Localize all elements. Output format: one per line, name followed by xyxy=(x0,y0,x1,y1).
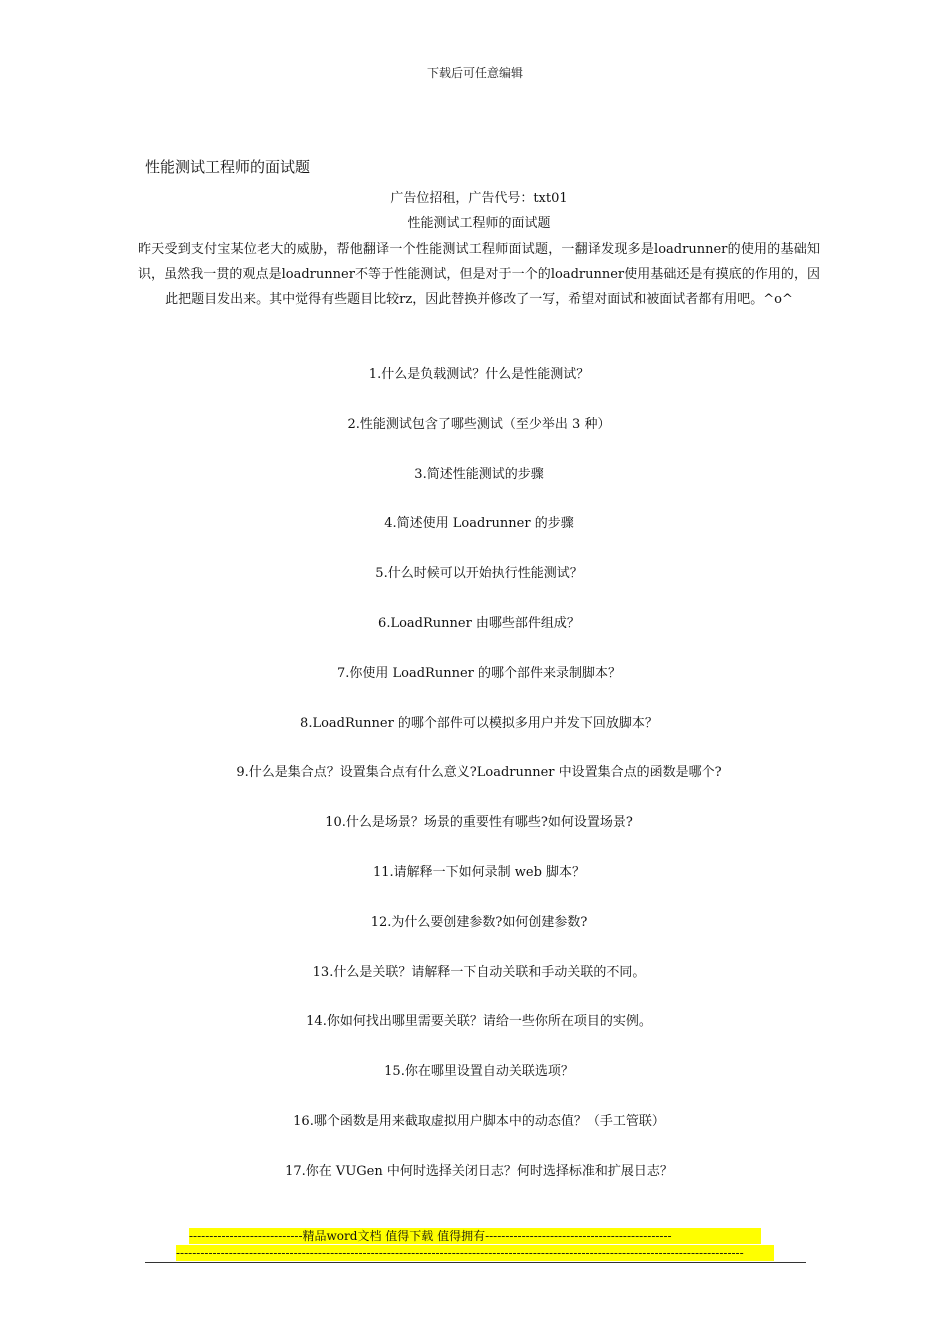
page-header-note: 下载后可任意编辑 xyxy=(426,66,523,80)
footer-rule xyxy=(145,1262,806,1263)
ad-line: 广告位招租，广告代号：txt01 xyxy=(390,191,568,206)
question-item: 6.LoadRunner 由哪些部件组成？ xyxy=(378,615,580,631)
footer-banner-line: ----------------------------精品word文档 值得下载 值得拥有---------------------------------------------- xyxy=(189,1228,761,1244)
question-item: 1.什么是负载测试？什么是性能测试？ xyxy=(368,367,590,382)
question-item: 10.什么是场景？场景的重要性有哪些?如何设置场景? xyxy=(325,815,633,831)
question-item: 11.请解释一下如何录制 web 脚本？ xyxy=(372,864,586,880)
question-item: 7.你使用 LoadRunner 的哪个部件来录制脚本？ xyxy=(336,665,621,681)
question-list xyxy=(138,362,820,1209)
question-item: 5.什么时候可以开始执行性能测试？ xyxy=(375,566,583,582)
footer-banner-line: -------------------------------------------------------------------------------------------------------------------------------------------- xyxy=(176,1245,774,1261)
question-item: 16.哪个函数是用来截取虚拟用户脚本中的动态值？（手工管联） xyxy=(293,1113,665,1129)
question-item: 12.为什么要创建参数?如何创建参数? xyxy=(370,914,588,930)
question-item: 15.你在哪里设置自动关联选项？ xyxy=(384,1064,574,1080)
question-item: 4.简述使用 Loadrunner 的步骤 xyxy=(384,516,574,532)
document-subtitle: 性能测试工程师的面试题 xyxy=(407,216,551,231)
intro-paragraph: 昨天受到支付宝某位老大的威胁，帮他翻译一个性能测试工程师面试题，一翻译发现多是loadrunner的使用的基础知识，虽然我一贯的观点是loadrunner不等于性能测试，但是对于一个的loadrunner使用基础还是有摸底的作用的，因此把题目发出来。其中觉得有些题目比较rz，因此替换并修改了一写，希望对面试和被面试者都有用吧。^o^ xyxy=(138,242,820,307)
question-item: 9.什么是集合点？设置集合点有什么意义?Loadrunner 中设置集合点的函数是哪个? xyxy=(236,765,722,781)
document-title: 性能测试工程师的面试题 xyxy=(145,158,311,176)
question-item: 13.什么是关联？请解释一下自动关联和手动关联的不同。 xyxy=(312,964,646,980)
question-item: 2.性能测试包含了哪些测试（至少举出 3 种） xyxy=(347,416,611,432)
question-item: 17.你在 VUGen 中何时选择关闭日志？何时选择标准和扩展日志？ xyxy=(285,1163,673,1179)
question-item: 14.你如何找出哪里需要关联？请给一些你所在项目的实例。 xyxy=(306,1014,652,1030)
question-item: 8.LoadRunner 的哪个部件可以模拟多用户并发下回放脚本？ xyxy=(300,715,658,731)
question-item: 3.简述性能测试的步骤 xyxy=(414,466,544,482)
